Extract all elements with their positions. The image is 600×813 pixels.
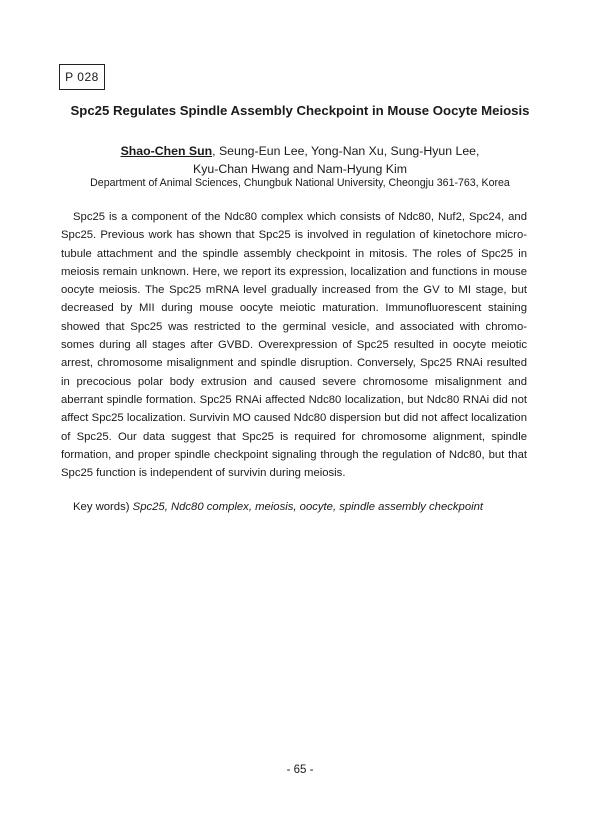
author-list bbox=[60, 142, 540, 178]
keywords-values: Spc25, Ndc80 complex, meiosis, oocyte, spindle assembly checkpoint bbox=[132, 501, 484, 513]
abstract-body: Spc25 is a component of the Ndc80 complex which consists of Ndc80, Nuf2, Spc24, and Spc25. Previous work has shown that Spc25 is involved in regulation of kinetochore micro-tubule attachment and the spindle assembly checkpoint in mitosis. The roles of Spc25 in meiosis remain unknown. Here, we report its expression, localization and functions in mouse oocyte meiosis. The Spc25 mRNA level gradually increased from the GV to MI stage, but decreased by MII during mouse oocyte meiotic maturation. Immunofluorescent staining showed that Spc25 was restricted to the germinal vesicle, and associated with chromo-somes during all stages after GVBD. Overexpression of Spc25 resulted in oocyte meiotic arrest, chromosome misalignment and spindle disruption. Conversely, Spc25 RNAi resulted in precocious polar body extrusion and caused severe chromosome misalignment and aberrant spindle formation. Spc25 RNAi affected Ndc80 localization, but Ndc80 RNAi did not affect Spc25 localization. Survivin MO caused Ndc80 dispersion but did not affect localization of Spc25. Our data suggest that Spc25 is required for chromosome alignment, spindle formation, and proper spindle checkpoint signaling through the regulation of Ndc80, but that Spc25 function is independent of survivin during meiosis. bbox=[61, 211, 527, 480]
keywords bbox=[73, 501, 483, 513]
poster-number-box: P 028 bbox=[59, 64, 105, 90]
co-authors-line-1: , Seung-Eun Lee, Yong-Nan Xu, Sung-Hyun Lee, bbox=[212, 144, 480, 158]
keywords-label: Key words) bbox=[73, 501, 130, 513]
affiliation: Department of Animal Sciences, Chungbuk National University, Cheongju 361-763, Korea bbox=[90, 177, 510, 189]
abstract-title: Spc25 Regulates Spindle Assembly Checkpoint in Mouse Oocyte Meiosis bbox=[70, 103, 530, 118]
co-authors-line-2: Kyu-Chan Hwang and Nam-Hyung Kim bbox=[193, 162, 407, 176]
presenting-author: Shao-Chen Sun bbox=[120, 144, 213, 158]
page-number: - 65 - bbox=[286, 764, 314, 776]
